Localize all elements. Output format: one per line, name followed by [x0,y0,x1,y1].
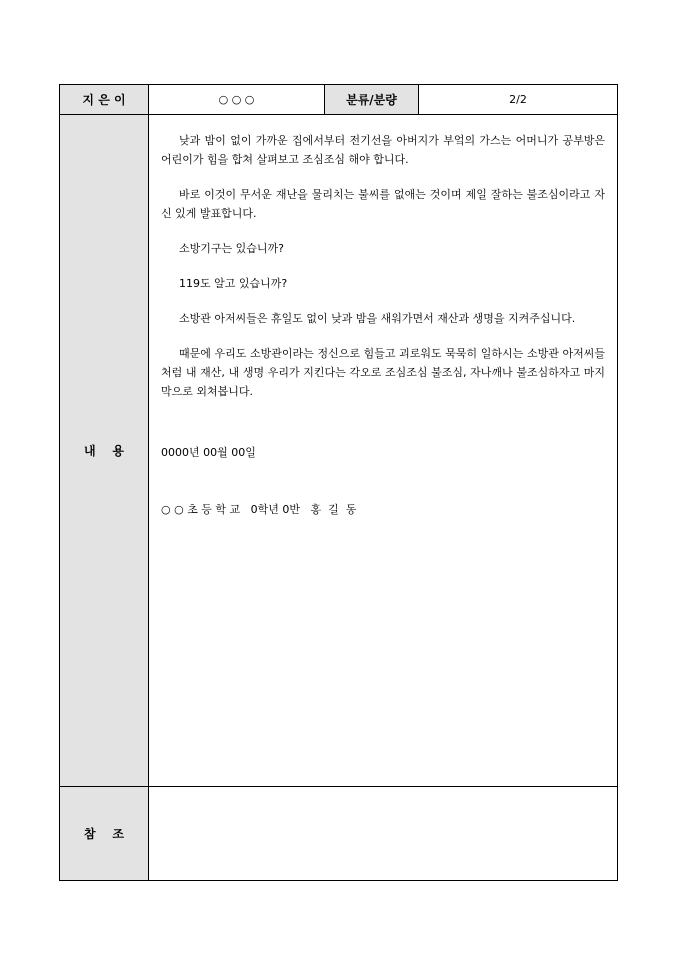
paragraph-5: 소방관 아저씨들은 휴일도 없이 낮과 밤을 새워가면서 재산과 생명을 지켜주십니다. [179,312,576,325]
paragraph-6: 때문에 우리도 소방관이라는 정신으로 힘들고 괴로워도 묵묵히 일하시는 소방관 아저씨들처럼 내 재산, 내 생명 우리가 지킨다는 각오로 조심조심 불조심, 자나깨나 불조심하자고 마지막으로 외쳐봅니다. [161,347,605,398]
reference-label [60,787,149,881]
paragraph-3: 소방기구는 있습니까? [179,242,284,255]
content-label-text: 내 용 [84,444,124,458]
date-line: 0000년 00월 00일 [161,446,256,459]
reference-body [149,787,618,881]
paragraph-4: 119도 알고 있습니까? [179,277,288,290]
content-body [149,115,618,787]
document-table [59,84,618,881]
reference-label-text: 참 조 [84,827,124,841]
author-label: 지 은 이 [60,85,149,115]
category-value: 2/2 [419,85,618,115]
paragraph-1: 낮과 밤이 없이 가까운 집에서부터 전기선을 아버지가 부엌의 가스는 어머니가 공부방은 어린이가 힘을 합쳐 살펴보고 조심조심 해야 합니다. [161,134,605,166]
paragraph-2: 바로 이것이 무서운 재난을 물리치는 불씨를 없애는 것이며 제일 잘하는 불조심이라고 자신 있게 발표합니다. [161,188,605,220]
category-label: 분류/분량 [325,85,419,115]
content-label [60,115,149,787]
signature-line: ○ ○ 초 등 학 교 0학년 0반 홍 길 동 [161,503,357,516]
header-row [60,85,618,115]
content-row [60,115,618,787]
author-value: ○ ○ ○ [149,85,325,115]
reference-row [60,787,618,881]
